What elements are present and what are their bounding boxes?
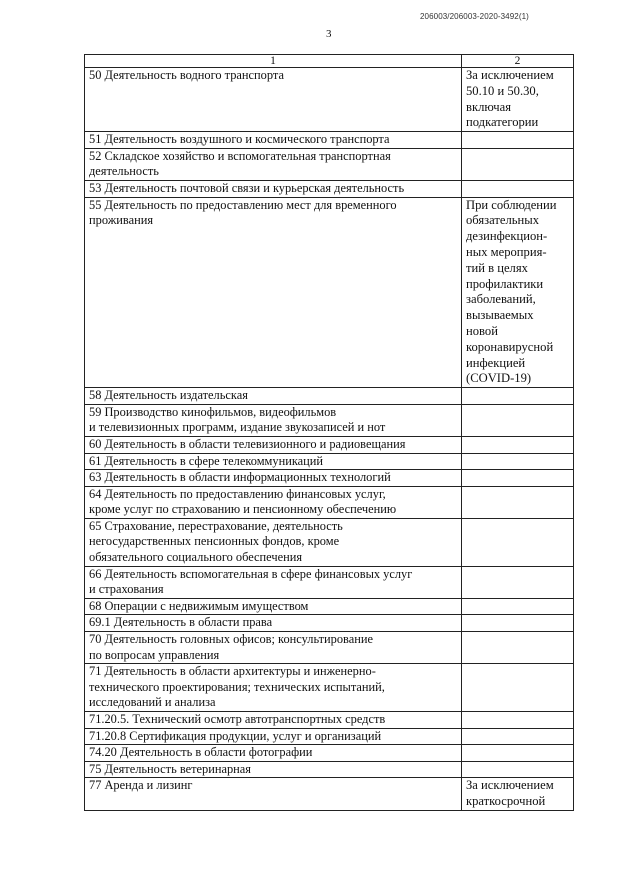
- note-cell: [462, 745, 574, 762]
- activity-cell: 71.20.8 Сертификация продукции, услуг и организаций: [85, 728, 462, 745]
- note-cell: [462, 615, 574, 632]
- activity-cell: 58 Деятельность издательская: [85, 388, 462, 405]
- note-cell: [462, 486, 574, 518]
- table-row: [85, 712, 574, 729]
- note-cell: [462, 712, 574, 729]
- table-row: [85, 632, 574, 664]
- page-number: 3: [326, 28, 332, 40]
- activity-cell: 75 Деятельность ветеринарная: [85, 761, 462, 778]
- note-cell: [462, 518, 574, 566]
- note-cell: [462, 566, 574, 598]
- activity-cell: 55 Деятельность по предоставлению мест для временного проживания: [85, 197, 462, 388]
- note-cell: [462, 470, 574, 487]
- table-row: [85, 470, 574, 487]
- table-row: [85, 518, 574, 566]
- table-row: [85, 728, 574, 745]
- activity-cell: 59 Производство кинофильмов, видеофильмов и телевизионных программ, издание звукозаписей и нот: [85, 404, 462, 436]
- note-cell: [462, 664, 574, 712]
- table-row: [85, 598, 574, 615]
- table-row: [85, 436, 574, 453]
- table-row: [85, 68, 574, 132]
- note-cell: [462, 148, 574, 180]
- activity-cell: 68 Операции с недвижимым имуществом: [85, 598, 462, 615]
- table-row: [85, 180, 574, 197]
- table-row: [85, 566, 574, 598]
- column-header-2: 2: [462, 55, 574, 68]
- activity-cell: 66 Деятельность вспомогательная в сфере финансовых услуг и страхования: [85, 566, 462, 598]
- table-row: [85, 615, 574, 632]
- activity-cell: 77 Аренда и лизинг: [85, 778, 462, 811]
- note-cell: При соблюдении обязательных дезинфекцион- ных мероприя- тий в целях профилактики заболеваний, вызываемых новой коронавирусной инфекцией (COVID-19): [462, 197, 574, 388]
- table-row: [85, 778, 574, 811]
- activity-cell: 69.1 Деятельность в области права: [85, 615, 462, 632]
- table-row: [85, 453, 574, 470]
- table-header-row: [85, 55, 574, 68]
- note-cell: [462, 388, 574, 405]
- table-row: [85, 745, 574, 762]
- activity-cell: 71.20.5. Технический осмотр автотранспортных средств: [85, 712, 462, 729]
- note-cell: [462, 436, 574, 453]
- note-cell: [462, 632, 574, 664]
- column-header-1: 1: [85, 55, 462, 68]
- table-row: [85, 197, 574, 388]
- activity-cell: 50 Деятельность водного транспорта: [85, 68, 462, 132]
- table-row: [85, 664, 574, 712]
- document-id: 206003/206003-2020-3492(1): [420, 12, 529, 21]
- activity-cell: 61 Деятельность в сфере телекоммуникаций: [85, 453, 462, 470]
- activities-table: [84, 54, 574, 811]
- activity-cell: 70 Деятельность головных офисов; консультирование по вопросам управления: [85, 632, 462, 664]
- note-cell: [462, 180, 574, 197]
- note-cell: [462, 404, 574, 436]
- activity-cell: 52 Складское хозяйство и вспомогательная транспортная деятельность: [85, 148, 462, 180]
- table-row: [85, 761, 574, 778]
- activity-cell: 71 Деятельность в области архитектуры и инженерно- технического проектирования; технических испытаний, исследований и анализа: [85, 664, 462, 712]
- note-cell: [462, 453, 574, 470]
- activity-cell: 51 Деятельность воздушного и космического транспорта: [85, 132, 462, 149]
- table-row: [85, 388, 574, 405]
- note-cell: [462, 728, 574, 745]
- activity-cell: 53 Деятельность почтовой связи и курьерская деятельность: [85, 180, 462, 197]
- table-row: [85, 486, 574, 518]
- activity-cell: 64 Деятельность по предоставлению финансовых услуг, кроме услуг по страхованию и пенсионному обеспечению: [85, 486, 462, 518]
- table-row: [85, 132, 574, 149]
- activity-cell: 60 Деятельность в области телевизионного и радиовещания: [85, 436, 462, 453]
- activity-cell: 63 Деятельность в области информационных технологий: [85, 470, 462, 487]
- note-cell: [462, 598, 574, 615]
- note-cell: За исключением краткосрочной: [462, 778, 574, 811]
- activity-cell: 65 Страхование, перестрахование, деятельность негосударственных пенсионных фондов, кроме обязательного социального обеспечения: [85, 518, 462, 566]
- note-cell: [462, 761, 574, 778]
- table-row: [85, 404, 574, 436]
- note-cell: За исключением 50.10 и 50.30, включая подкатегории: [462, 68, 574, 132]
- table-row: [85, 148, 574, 180]
- activity-cell: 74.20 Деятельность в области фотографии: [85, 745, 462, 762]
- note-cell: [462, 132, 574, 149]
